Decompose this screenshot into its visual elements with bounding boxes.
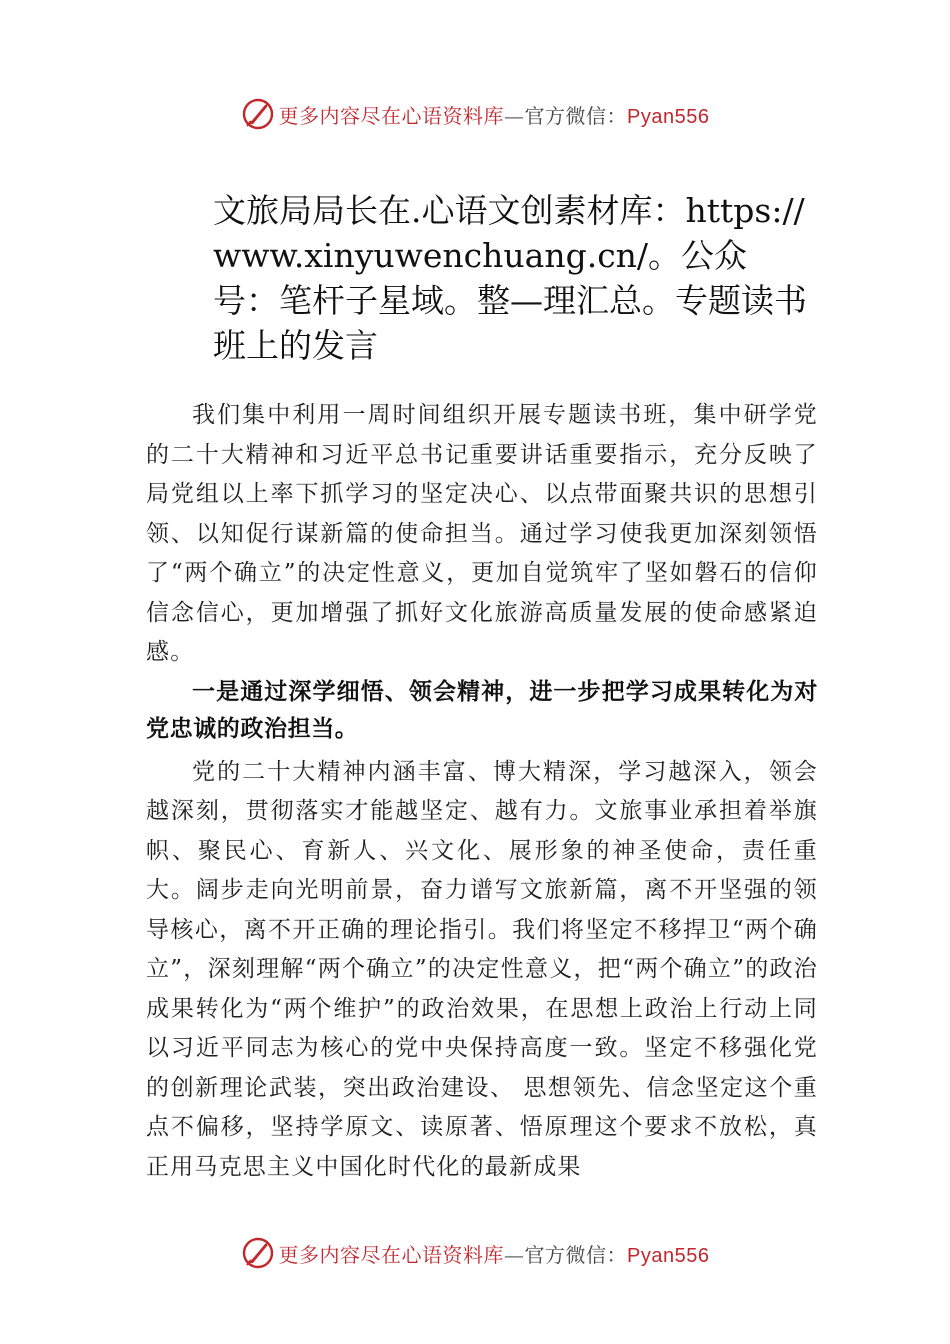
quill-pen-logo-icon [241,97,275,131]
footer-banner [0,1233,950,1273]
section-paragraph: 党的二十大精神内涵丰富、博大精深，学习越深入，领会越深刻，贯彻落实才能越坚定、越有力。文旅事业承担着举旗帜、聚民心、育新人、兴文化、展形象的神圣使命，责任重大。阔步走向光明前景，奋力谱写文旅新篇，离不开坚强的领导核心，离不开正确的理论指引。我们将坚定不移捍卫“两个确立”，深刻理解“两个确立”的决定性意义，把“两个确立”的政治成果转化为“两个维护”的政治效果，在思想上政治上行动上同以习近平同志为核心的党中央保持高度一致。坚定不移强化党的创新理论武装，突出政治建设、 思想领先、信念坚定这个重点不偏移，坚持学原文、读原著、悟原理这个要求不放松，真正用马克思主义中国化时代化的最新成果 [146,758,818,1180]
header-wechat-id: Pyan556 [627,105,710,128]
footer-brand: 更多内容尽在心语资料库 [278,1242,505,1267]
footer-banner-text [279,1239,710,1268]
document-title: 文旅局局长在.心语文创素材库：https://www.xinyuwenchuang.cn/。公众号：笔杆子星域。整—理汇总。专题读书班上的发言 [213,191,807,365]
header-banner [0,94,950,134]
footer-wechat-label: 官方微信： [524,1242,628,1267]
header-banner-text [279,100,710,129]
document-body [146,396,818,1187]
intro-paragraph: 我们集中利用一周时间组织开展专题读书班，集中研学党的二十大精神和习近平总书记重要讲话重要指示，充分反映了局党组以上率下抓学习的坚定决心、以点带面聚共识的思想引领、以知促行谋新篇的使命担当。通过学习使我更加深刻领悟了“两个确立”的决定性意义，更加自觉筑牢了坚如磐石的信仰信念信心，更加增强了抓好文化旅游高质量发展的使命感紧迫感。 [146,402,818,665]
header-brand: 更多内容尽在心语资料库 [278,103,505,128]
footer-wechat-id: Pyan556 [627,1244,710,1267]
section-heading: 一是通过深学细悟、领会精神，进一步把学习成果转化为对党忠诚的政治担当。 [146,678,818,742]
quill-pen-logo-icon [241,1236,275,1270]
footer-dash: — [504,1242,525,1267]
header-wechat-label: 官方微信： [524,103,628,128]
header-dash: — [504,103,525,128]
